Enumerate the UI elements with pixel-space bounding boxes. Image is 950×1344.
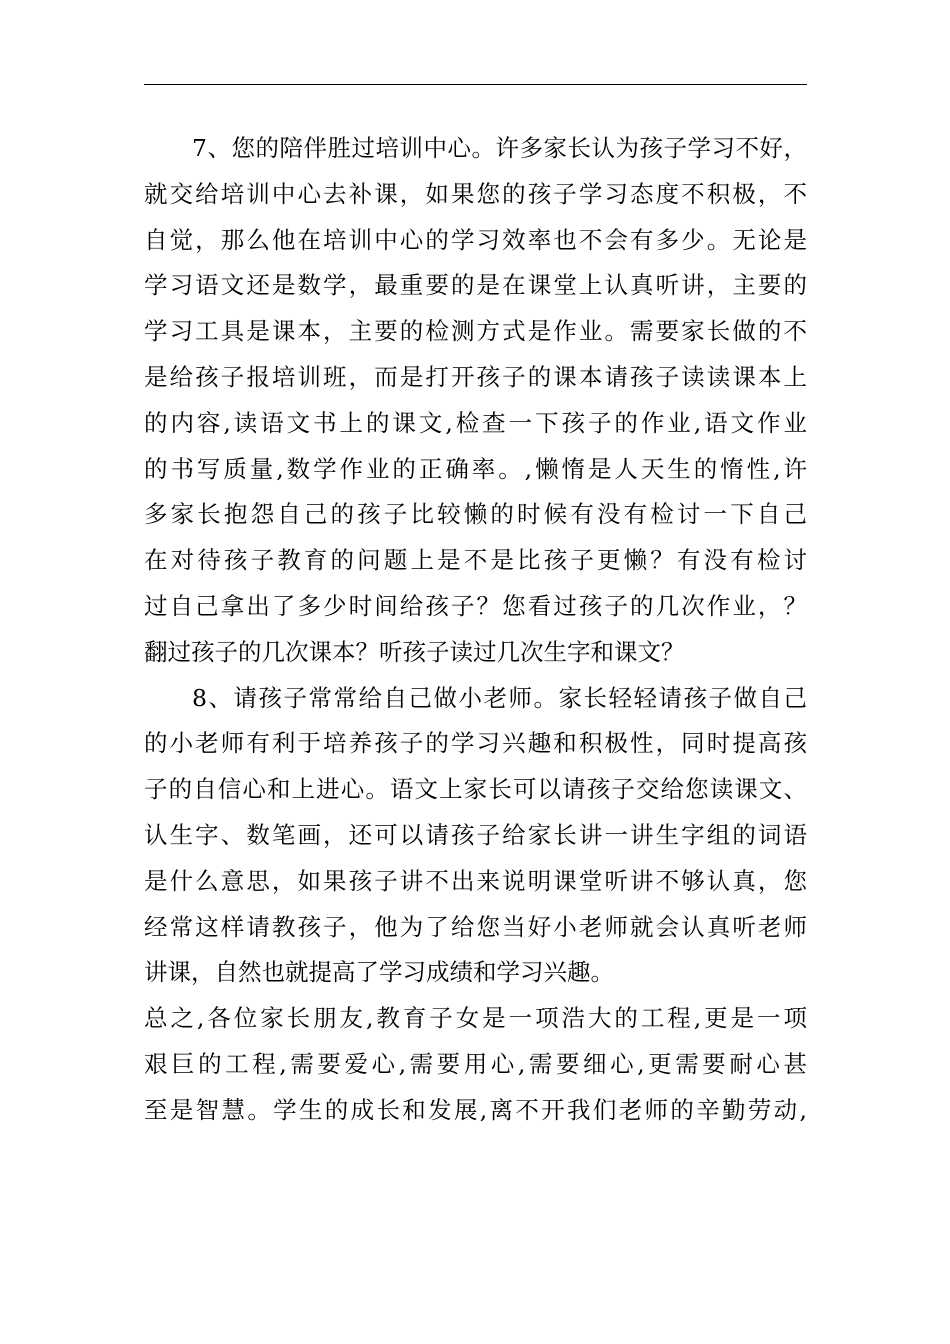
- paragraph-7-line: 学习工具是课本，主要的检测方式是作业。需要家长做的不: [144, 317, 807, 346]
- header-rule: [144, 84, 807, 85]
- paragraph-7-line: 自觉，那么他在培训中心的学习效率也不会有多少。无论是: [144, 225, 807, 254]
- paragraph-7-line: 7、您的陪伴胜过培训中心。许多家长认为孩子学习不好，: [192, 134, 807, 162]
- paragraph-7-line: 学习语文还是数学，最重要的是在课堂上认真听讲，主要的: [144, 271, 807, 300]
- paragraph-8-line: 认生字、数笔画，还可以请孩子给家长讲一讲生字组的词语: [144, 820, 807, 849]
- conclusion-line: 至是智慧。学生的成长和发展,离不开我们老师的辛勤劳动,: [144, 1095, 807, 1124]
- paragraph-7-line: 在对待孩子教育的问题上是不是比孩子更懒？有没有检讨: [144, 546, 807, 575]
- paragraph-7-line: 翻过孩子的几次课本？听孩子读过几次生字和课文？: [144, 637, 685, 666]
- paragraph-7-line: 多家长抱怨自己的孩子比较懒的时候有没有检讨一下自己: [144, 500, 807, 529]
- paragraph-7-line: 是给孩子报培训班，而是打开孩子的课本请孩子读读课本上: [144, 362, 807, 391]
- paragraph-7-line: 过自己拿出了多少时间给孩子？您看过孩子的几次作业，？: [144, 591, 807, 620]
- paragraph-7-line: 就交给培训中心去补课，如果您的孩子学习态度不积极，不: [144, 179, 807, 208]
- paragraph-8-line: 讲课，自然也就提高了学习成绩和学习兴趣。: [144, 958, 614, 987]
- paragraph-8-line: 的小老师有利于培养孩子的学习兴趣和积极性，同时提高孩: [144, 729, 807, 758]
- conclusion-line: 艰巨的工程,需要爱心,需要用心,需要细心,更需要耐心甚: [144, 1049, 807, 1078]
- paragraph-8-line: 8、请孩子常常给自己做小老师。家长轻轻请孩子做自己: [192, 683, 807, 712]
- paragraph-7-line: 的书写质量,数学作业的正确率。,懒惰是人天生的惰性,许: [144, 454, 807, 483]
- document-body: [144, 126, 807, 1134]
- paragraph-8-line: 是什么意思，如果孩子讲不出来说明课堂听讲不够认真，您: [144, 866, 807, 895]
- paragraph-7-line: 的内容,读语文书上的课文,检查一下孩子的作业,语文作业: [144, 408, 807, 437]
- conclusion-line: 总之,各位家长朋友,教育子女是一项浩大的工程,更是一项: [144, 1004, 807, 1033]
- paragraph-8-line: 子的自信心和上进心。语文上家长可以请孩子交给您读课文、: [144, 775, 807, 804]
- paragraph-8-line: 经常这样请教孩子，他为了给您当好小老师就会认真听老师: [144, 912, 807, 941]
